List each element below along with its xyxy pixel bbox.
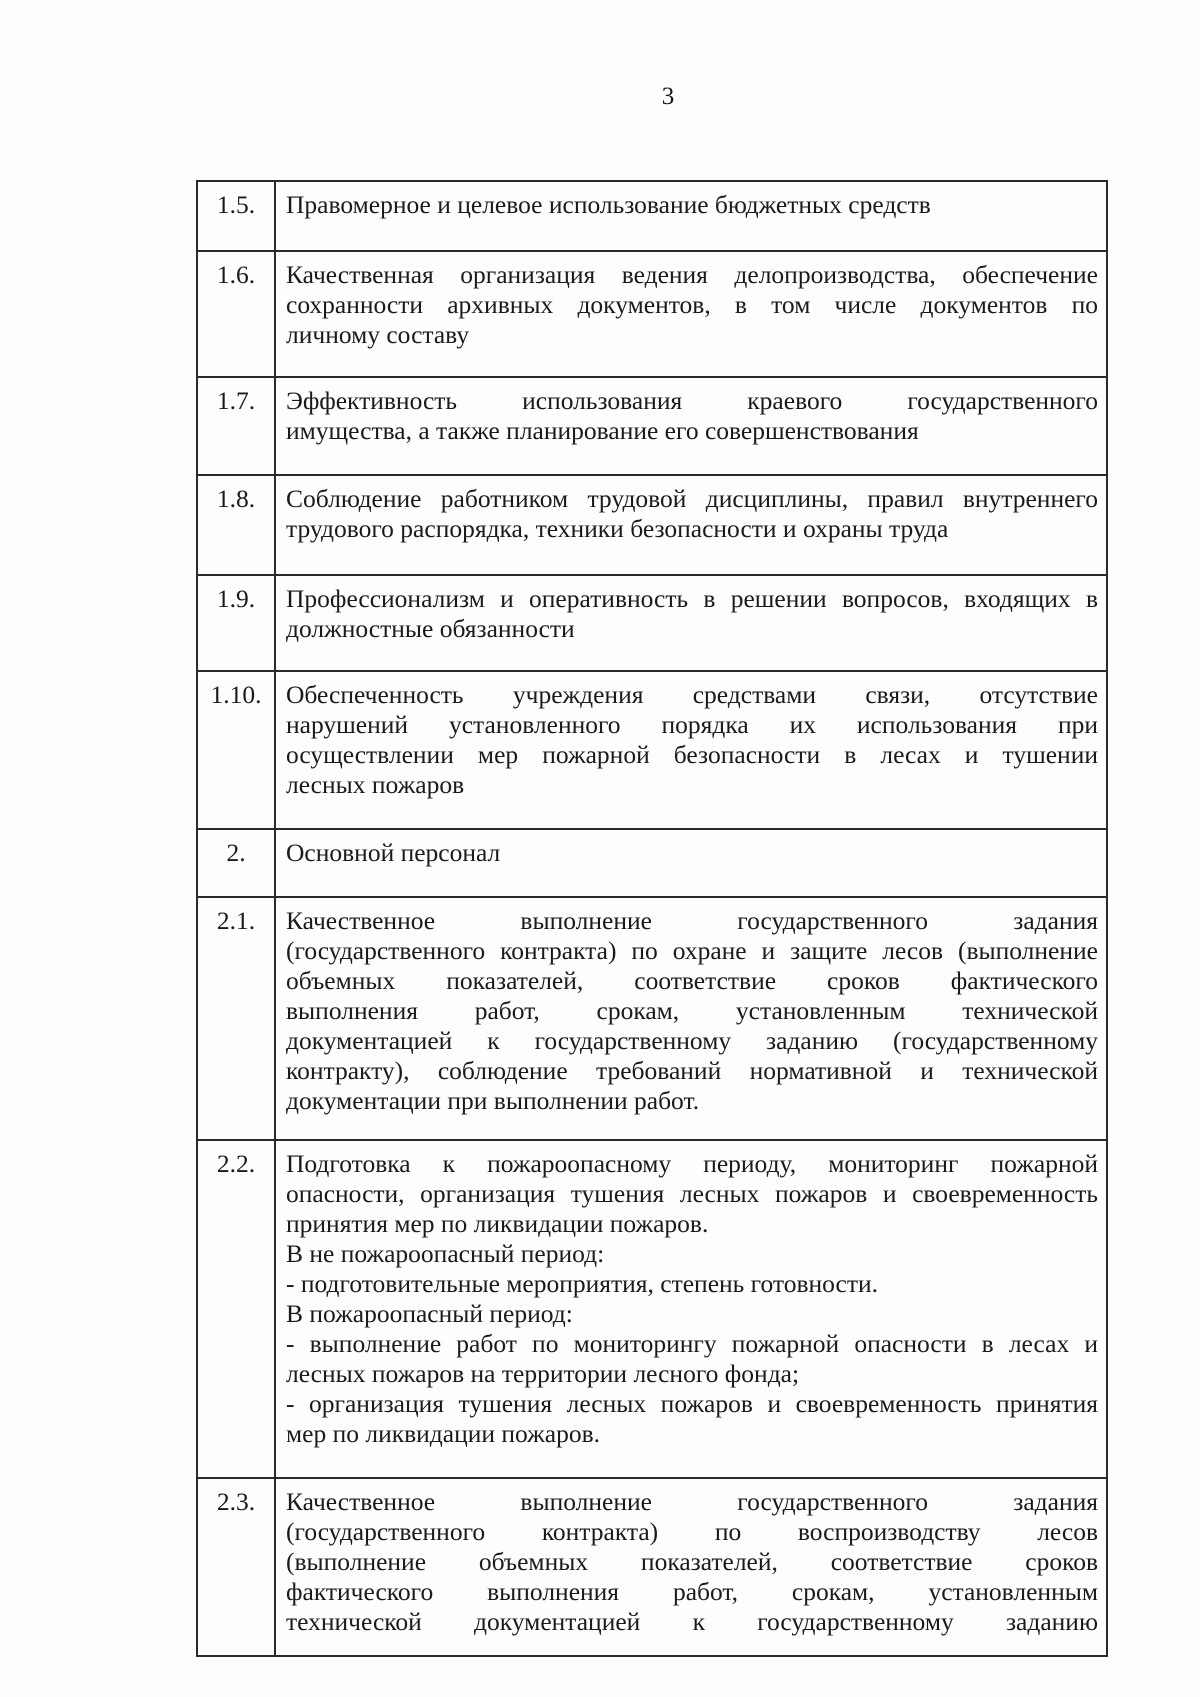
text-line: выполнения работ, срокам, установленным технической — [286, 996, 1098, 1025]
text-line: должностные обязанности — [286, 614, 575, 643]
table-row — [197, 475, 1107, 575]
text-line: фактического выполнения работ, срокам, установленным — [286, 1577, 1098, 1606]
text-line: - организация тушения лесных пожаров и своевременность принятия — [286, 1389, 1098, 1418]
criteria-table — [196, 180, 1108, 1657]
text-line: Эффективность использования краевого государственного — [286, 386, 1098, 415]
row-text — [275, 475, 1107, 575]
text-line: Правомерное и целевое использование бюджетных средств — [286, 190, 931, 219]
text-line: документации при выполнении работ. — [286, 1086, 700, 1115]
text-line: - выполнение работ по мониторингу пожарной опасности в лесах и — [286, 1329, 1098, 1358]
row-number: 1.9. — [197, 575, 275, 671]
text-line: Профессионализм и оперативность в решении вопросов, входящих в — [286, 584, 1098, 613]
text-line: личному составу — [286, 320, 470, 349]
text-line: В пожароопасный период: — [286, 1299, 573, 1328]
text-line: Подготовка к пожароопасному периоду, мониторинг пожарной — [286, 1149, 1098, 1178]
text-line: Качественная организация ведения делопроизводства, обеспечение — [286, 260, 1098, 289]
text-line: Соблюдение работником трудовой дисциплины, правил внутреннего — [286, 484, 1098, 513]
text-line: лесных пожаров — [286, 770, 465, 799]
text-line: Обеспеченность учреждения средствами связи, отсутствие — [286, 680, 1098, 709]
text-line: сохранности архивных документов, в том числе документов по — [286, 290, 1098, 319]
table-row — [197, 829, 1107, 897]
text-line: лесных пожаров на территории лесного фонда; — [286, 1359, 800, 1388]
text-line: имущества, а также планирование его совершенствования — [286, 416, 919, 445]
table-row — [197, 1478, 1107, 1656]
text-line: технической документацией к государственному заданию — [286, 1607, 1098, 1636]
page-number: 3 — [661, 83, 675, 110]
row-number: 1.5. — [197, 181, 275, 251]
row-text — [275, 1140, 1107, 1478]
text-line: объемных показателей, соответствие сроков фактического — [286, 966, 1098, 995]
table-row — [197, 897, 1107, 1140]
row-text — [275, 377, 1107, 475]
row-number: 1.8. — [197, 475, 275, 575]
text-line: Основной персонал — [286, 838, 501, 867]
row-number: 2.2. — [197, 1140, 275, 1478]
row-number: 1.6. — [197, 251, 275, 377]
row-text — [275, 575, 1107, 671]
text-line: контракту), соблюдение требований нормативной и технической — [286, 1056, 1098, 1085]
table-row — [197, 377, 1107, 475]
row-text — [275, 1478, 1107, 1656]
text-line: - подготовительные мероприятия, степень готовности. — [286, 1269, 879, 1298]
row-text — [275, 829, 1107, 897]
text-line: мер по ликвидации пожаров. — [286, 1419, 601, 1448]
row-number: 2. — [197, 829, 275, 897]
text-line: (государственного контракта) по воспроизводству лесов — [286, 1517, 1098, 1546]
row-number: 2.1. — [197, 897, 275, 1140]
row-text — [275, 671, 1107, 829]
table-row — [197, 671, 1107, 829]
row-number: 2.3. — [197, 1478, 275, 1656]
table-row — [197, 1140, 1107, 1478]
text-line: (выполнение объемных показателей, соответствие сроков — [286, 1547, 1098, 1576]
row-text — [275, 897, 1107, 1140]
table-row — [197, 575, 1107, 671]
table-row — [197, 181, 1107, 251]
table-row — [197, 251, 1107, 377]
text-line: (государственного контракта) по охране и защите лесов (выполнение — [286, 936, 1098, 965]
text-line: Качественное выполнение государственного задания — [286, 1487, 1098, 1516]
text-line: трудового распорядка, техники безопасности и охраны труда — [286, 514, 949, 543]
text-line: Качественное выполнение государственного задания — [286, 906, 1098, 935]
row-number: 1.10. — [197, 671, 275, 829]
text-line: В не пожароопасный период: — [286, 1239, 605, 1268]
text-line: осуществлении мер пожарной безопасности в лесах и тушении — [286, 740, 1098, 769]
text-line: принятия мер по ликвидации пожаров. — [286, 1209, 709, 1238]
text-line: опасности, организация тушения лесных пожаров и своевременность — [286, 1179, 1098, 1208]
row-text — [275, 251, 1107, 377]
row-text — [275, 181, 1107, 251]
text-line: нарушений установленного порядка их использования при — [286, 710, 1098, 739]
row-number: 1.7. — [197, 377, 275, 475]
text-line: документацией к государственному заданию (государственному — [286, 1026, 1098, 1055]
